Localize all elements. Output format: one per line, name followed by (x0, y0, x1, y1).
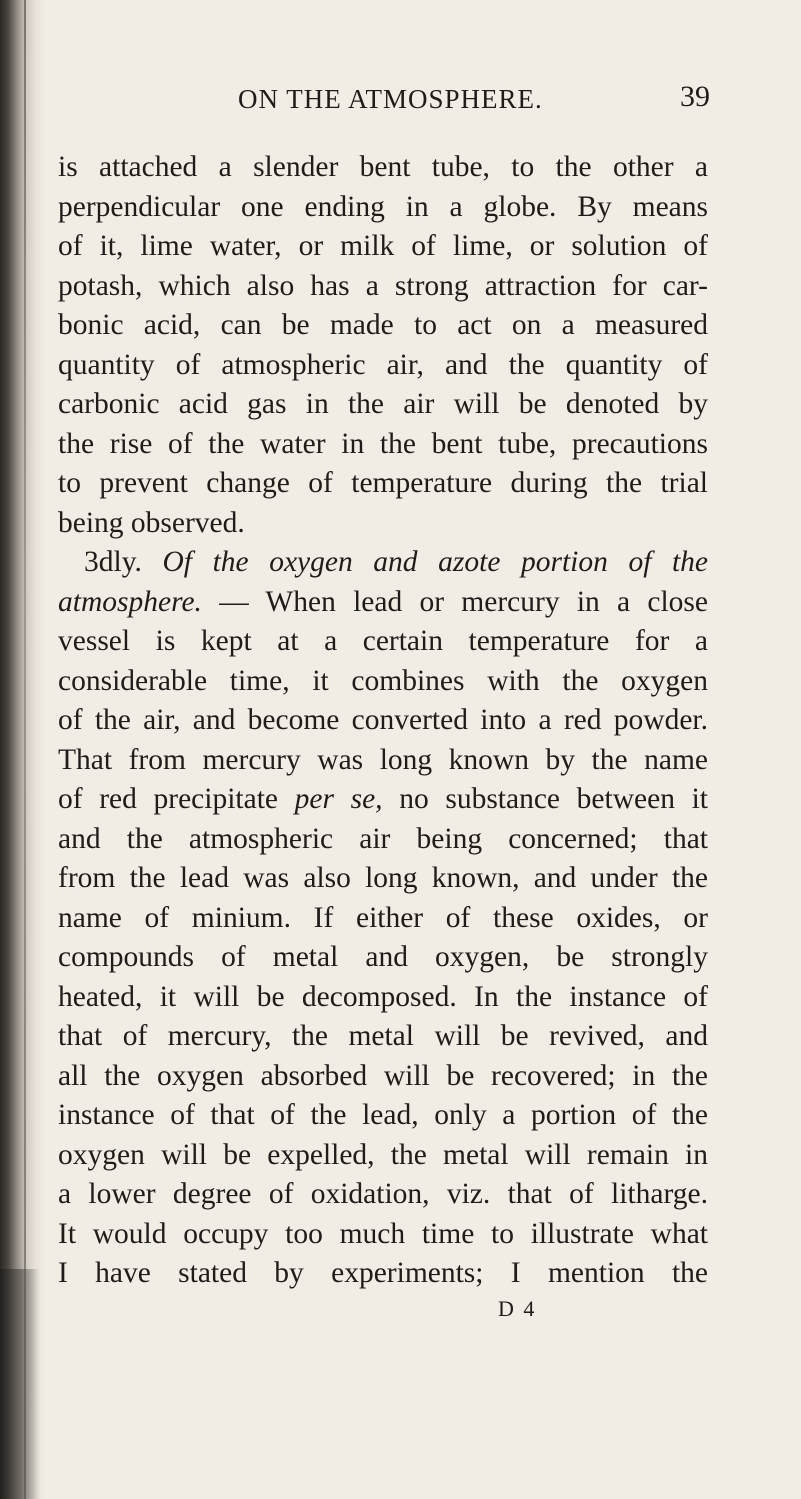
body-text (58, 148, 708, 1294)
page-number: 39 (680, 80, 710, 113)
text-line: of red precipitate per se, no substance between it (58, 783, 708, 815)
text-line: oxygen will be expelled, the metal will remain in (58, 1138, 708, 1171)
text-line: carbonic acid gas in the air will be denoted by (58, 388, 708, 420)
text-line: That from mercury was long known by the name (58, 743, 708, 776)
text-line: that of mercury, the metal will be revived, and (58, 1020, 708, 1052)
text-line: perpendicular one ending in a globe. By means (58, 190, 708, 223)
text-line: compounds of metal and oxygen, be strongly (58, 941, 708, 973)
text-line: potash, which also has a strong attraction for car- (58, 269, 708, 302)
text-line: being observed. (58, 506, 245, 539)
section-title-italic: Of the oxygen and azote portion of the (162, 546, 709, 578)
text-line: a lower degree of oxidation, viz. that of litharge. (58, 1178, 708, 1210)
text-line: is attached a slender bent tube, to the other a (58, 151, 708, 183)
text-line: heated, it will be decomposed. In the instance of (58, 980, 708, 1013)
page-header (58, 80, 708, 120)
text-line: the rise of the water in the bent tube, precautions (58, 427, 708, 460)
text-line: and the atmospheric air being concerned; that (58, 822, 708, 855)
text-line: name of minium. If either of these oxides, or (58, 901, 708, 934)
binding-shadow (0, 1269, 40, 1499)
text-line: all the oxygen absorbed will be recovered; in the (58, 1059, 708, 1092)
text-line: instance of that of the lead, only a portion of the (58, 1099, 708, 1131)
section-heading-line: 3dly. Of the oxygen and azote portion of the (84, 546, 709, 578)
book-page (58, 80, 708, 1322)
text-line: vessel is kept at a certain temperature for a (58, 625, 708, 657)
signature-mark: D 4 (498, 1295, 537, 1321)
text-line: of the air, and become converted into a red powder. (58, 704, 708, 736)
text-line: quantity of atmospheric air, and the quantity of (58, 348, 708, 381)
text-line: bonic acid, can be made to act on a measured (58, 309, 708, 341)
text-line: of it, lime water, or milk of lime, or solution of (58, 230, 708, 262)
text-line: I have stated by experiments; I mention the (58, 1257, 708, 1289)
text-line: from the lead was also long known, and under the (58, 862, 708, 894)
text-line: considerable time, it combines with the oxygen (58, 664, 708, 697)
section-title-italic: atmosphere. (58, 585, 202, 618)
running-head: ON THE ATMOSPHERE. (238, 84, 543, 114)
text-line: to prevent change of temperature during the trial (58, 467, 708, 499)
text-line: It would occupy too much time to illustrate what (58, 1217, 708, 1250)
latin-phrase-italic: per se, (294, 783, 383, 815)
text-line: atmosphere. — When lead or mercury in a close (58, 585, 708, 618)
